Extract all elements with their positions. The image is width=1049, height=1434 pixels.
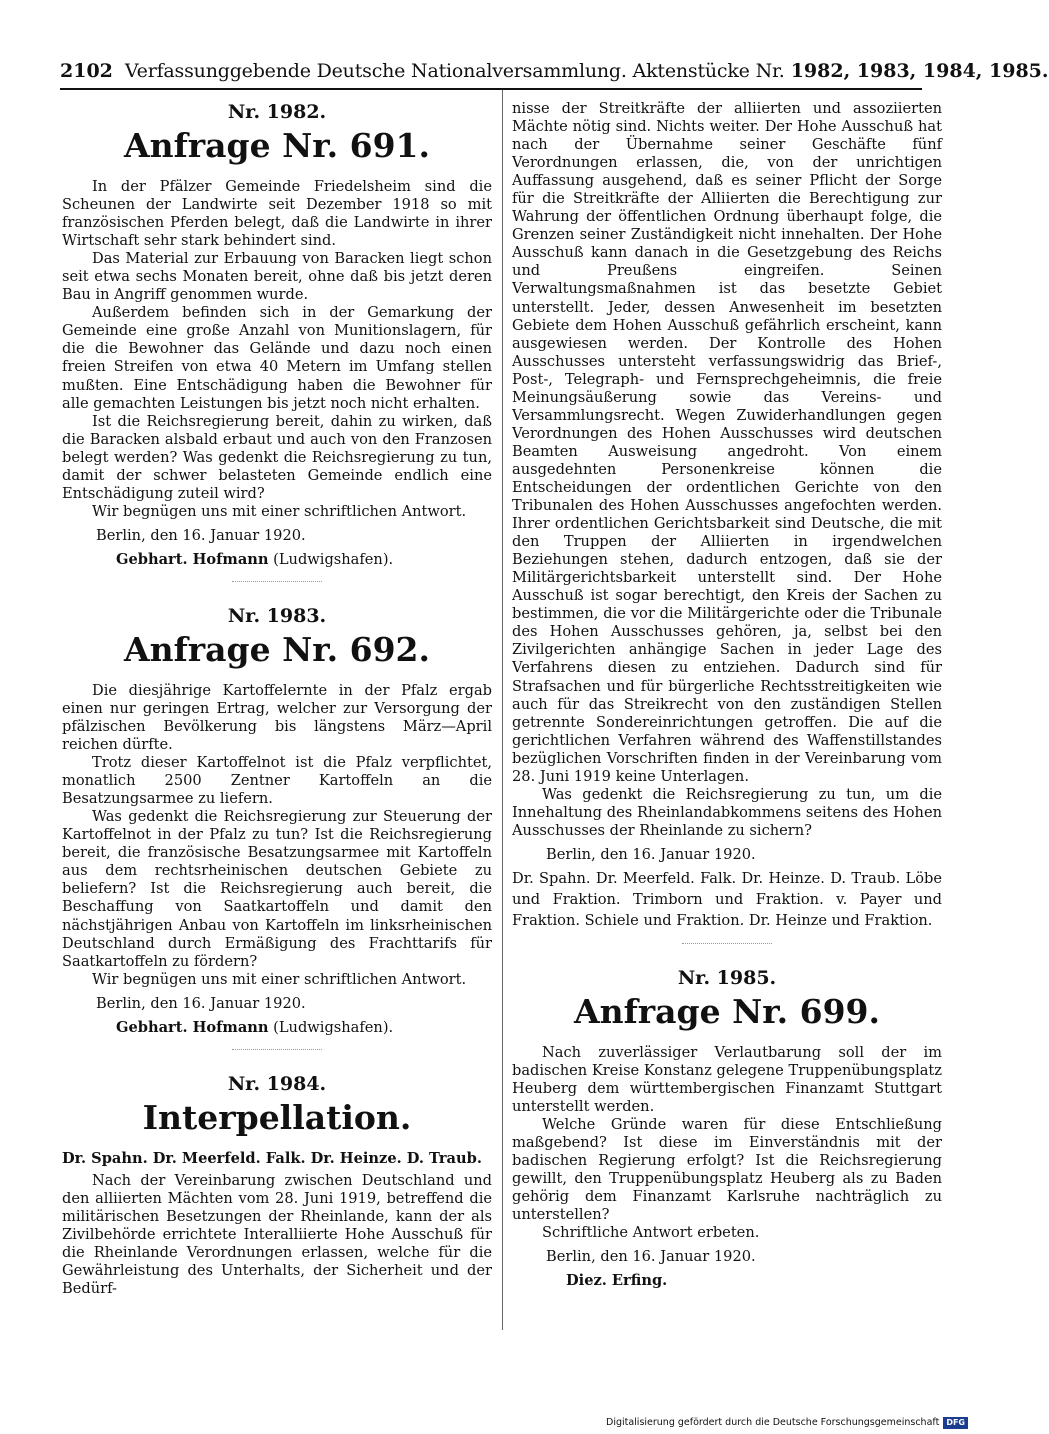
authors-names: Dr. Spahn. Dr. Meerfeld. Falk. Dr. Heinze. D. Traub.	[62, 1149, 482, 1167]
section-number: Nr. 1985.	[677, 966, 777, 989]
section-separator	[682, 943, 772, 944]
interpellation-authors	[62, 1150, 492, 1168]
paragraph: Nach zuverlässiger Verlautbarung soll der im badischen Kreise Konstanz gelegene Truppenübungsplatz Heuberg dem württembergischen Finanzamt Stuttgart unterstellt werden.	[512, 1043, 942, 1116]
section-title: Interpellation.	[142, 1097, 412, 1137]
section-1984-continued	[512, 100, 942, 931]
signature-names: Gebhart. Hofmann	[116, 550, 269, 568]
paragraph: Außerdem befinden sich in der Gemarkung der Gemeinde eine große Anzahl von Munitionslagern, für die die Bewohner das Gelände und dazu noch einen freien Streifen von etwa 40 Metern im Umfang stellen mußten. Eine Entschädigung haben die Bewohner für alle gemachten Leistungen bis jetzt noch nicht erhalten.	[62, 304, 492, 412]
date-line: Berlin, den 16. Januar 1920.	[96, 994, 306, 1012]
paragraph: In der Pfälzer Gemeinde Friedelsheim sind die Scheunen der Landwirte seit Dezember 1918 so mit französischen Pferden belegt, daß die Landwirte in ihrer Wirtschaft sehr stark behindert sind.	[62, 178, 492, 250]
digitization-credit	[606, 1416, 990, 1430]
paragraph: Trotz dieser Kartoffelnot ist die Pfalz verpflichtet, monatlich 2500 Zentner Kartoffeln an die Besatzungsarmee zu liefern.	[62, 754, 492, 808]
section-title: Anfrage Nr. 692.	[124, 629, 430, 669]
signature	[116, 1019, 492, 1037]
date-line: Berlin, den 16. Januar 1920.	[546, 845, 756, 863]
section-number: Nr. 1983.	[227, 604, 327, 627]
paragraph: nisse der Streitkräfte der alliierten und assoziierten Mächte nötig sind. Nichts weiter. Der Hohe Ausschuß hat nach der Übernahme seiner Geschäfte fünf Verordnungen erlassen, die, von der unrichtigen Auffassung ausgehend, daß es seiner Pflicht der Sorge für die Streitkräfte der Alliierten die Berechtigung zur Wahrung der öffentlichen Ordnung überhaupt folge, die Grenzen seiner Zuständigkeit nicht innehalten. Der Hohe Ausschuß kann danach in die Gesetzgebung des Reichs und Preußens eingreifen. Seinen Verwaltungsmaßnahmen ist das besetzte Gebiet unterstellt. Jeder, dessen Anwesenheit im besetzten Gebiete dem Hohen Ausschuß gefährlich erscheint, kann ausgewiesen werden. Der Kontrolle des Hohen Ausschusses untersteht verfassungswidrig das Brief-, Post-, Telegraph- und Fernsprechgeheimnis, die freie Meinungsäußerung sowie das Vereins- und Versammlungsrecht. Wegen Zuwiderhandlungen gegen Verordnungen des Hohen Ausschusses wird deutschen Beamten Ausweisung angedroht. Von einem ausgedehnten Personenkreise können die Entscheidungen der ordentlichen Gerichte von den Tribunalen des Hohen Ausschusses angefochten werden. Ihrer ordentlichen Gerichtsbarkeit sind Deutsche, die mit den Truppen der Alliierten in irgendwelchen Beziehungen stehen, dadurch entzogen, daß sie der Militärgerichtsbarkeit unterstellt sind. Der Hohe Ausschuß ist sogar berechtigt, den Kreis der Sachen zu bestimmen, die vor die Militärgerichte oder die Tribunale des Hohen Ausschusses gehören, ja, selbst bei den Zivilgerichten anhängige Sachen in jeder Lage des Verfahrens diesen zu entziehen. Dadurch sind für Strafsachen und für bürgerliche Rechtsstreitigkeiten wie auch für das Streikrecht von den zuständigen Stellen getrennte Sondereinrichtungen getroffen. Die auf die gerichtlichen Verfahren während des Waffenstillstandes bezüglichen Vorschriften finden in der Vereinbarung vom 28. Juni 1919 keine Unterlagen.	[512, 100, 942, 785]
section-separator	[232, 581, 322, 582]
section-number: Nr. 1984.	[227, 1072, 327, 1095]
paragraph: Nach der Vereinbarung zwischen Deutschland und den alliierten Mächten vom 28. Juni 1919, betreffend die militärischen Besetzungen der Rheinlande, kann der als Zivilbehörde errichtete Interalliierte Hohe Ausschuß für die Rheinlande Verordnungen erlassen, welche für die Gewährleistung des Unterhalts, der Sicherheit und der Bedürf-	[62, 1172, 492, 1298]
date-line: Berlin, den 16. Januar 1920.	[96, 526, 306, 544]
section-title: Anfrage Nr. 699.	[574, 991, 880, 1031]
running-title: Verfassunggebende Deutsche Nationalversammlung. Aktenstücke Nr.	[124, 60, 785, 82]
signature-place: (Ludwigshafen).	[273, 550, 394, 568]
paragraph: Was gedenkt die Reichsregierung zu tun, um die Innehaltung des Rheinlandabkommens seitens des Hohen Ausschusses der Rheinlande zu sichern?	[512, 785, 942, 839]
paragraph: Welche Gründe waren für diese Entschließung maßgebend? Ist diese im Einverständnis mit der badischen Regierung erfolgt? Ist die Reichsregierung gewillt, den Truppenübungsplatz Heuberg als zu Baden gehörig dem Finanzamt Karlsruhe nachträglich zu unterstellen?	[512, 1116, 942, 1224]
section-number: Nr. 1982.	[227, 101, 327, 123]
section-1985	[512, 966, 942, 1291]
footer-text: Digitalisierung gefördert durch die Deutsche Forschungsgemeinschaft	[606, 1417, 940, 1428]
column-divider	[502, 90, 503, 1330]
signature-place: (Ludwigshafen).	[273, 1018, 394, 1036]
signature	[116, 551, 492, 569]
paragraph: Wir begnügen uns mit einer schriftlichen Antwort.	[92, 970, 467, 988]
signature-block: Dr. Spahn. Dr. Meerfeld. Falk. Dr. Heinze. D. Traub. Löbe und Fraktion. Trimborn und Fraktion. v. Payer und Fraktion. Schiele und Fraktion. Dr. Heinze und Fraktion.	[512, 869, 942, 929]
paragraph: Schriftliche Antwort erbeten.	[542, 1224, 760, 1242]
paragraph: Die diesjährige Kartoffelernte in der Pfalz ergab einen nur geringen Ertrag, welcher zur Versorgung der pfälzischen Bevölkerung bis längstens März—April reichen dürfte.	[62, 681, 492, 754]
section-separator	[232, 1049, 322, 1050]
left-column	[62, 100, 492, 1298]
signature-names: Diez. Erfing.	[566, 1272, 668, 1290]
page-header	[60, 58, 1049, 90]
page-number: 2102	[60, 60, 113, 82]
paragraph: Ist die Reichsregierung bereit, dahin zu wirken, daß die Baracken alsbald erbaut und auch von den Franzosen belegt werden? Was gedenkt die Reichsregierung zu tun, damit der schwer belasteten Gemeinde endlich eine Entschädigung zuteil wird?	[62, 412, 492, 502]
section-1982	[62, 100, 492, 569]
signature-names: Gebhart. Hofmann	[116, 1018, 269, 1036]
section-1984	[62, 1072, 492, 1299]
section-title: Anfrage Nr. 691.	[124, 126, 430, 165]
document-numbers: 1982, 1983, 1984, 1985.	[790, 60, 1049, 82]
section-1983	[62, 604, 492, 1037]
paragraph: Wir begnügen uns mit einer schriftlichen Antwort.	[92, 502, 467, 520]
paragraph: Das Material zur Erbauung von Baracken liegt schon seit etwa sechs Monaten bereit, ohne daß bis jetzt deren Bau in Angriff genommen wurde.	[62, 250, 492, 304]
signature	[566, 1272, 942, 1290]
dfg-logo-icon: DFG	[943, 1417, 968, 1429]
right-column	[512, 100, 942, 1290]
date-line: Berlin, den 16. Januar 1920.	[546, 1248, 756, 1266]
paragraph: Was gedenkt die Reichsregierung zur Steuerung der Kartoffelnot in der Pfalz zu tun? Ist die Reichsregierung bereit, die französische Besatzungsarmee mit Kartoffeln aus dem rechtsrheinischen deutschen Gebiete zu beliefern? Ist die Reichsregierung auch bereit, die Beschaffung von Saatkartoffeln und damit den nächstjährigen Anbau von Kartoffeln im linksrheinischen Deutschland durch Ermäßigung des Frachttarifs für Saatkartoffeln zu fördern?	[62, 808, 492, 970]
